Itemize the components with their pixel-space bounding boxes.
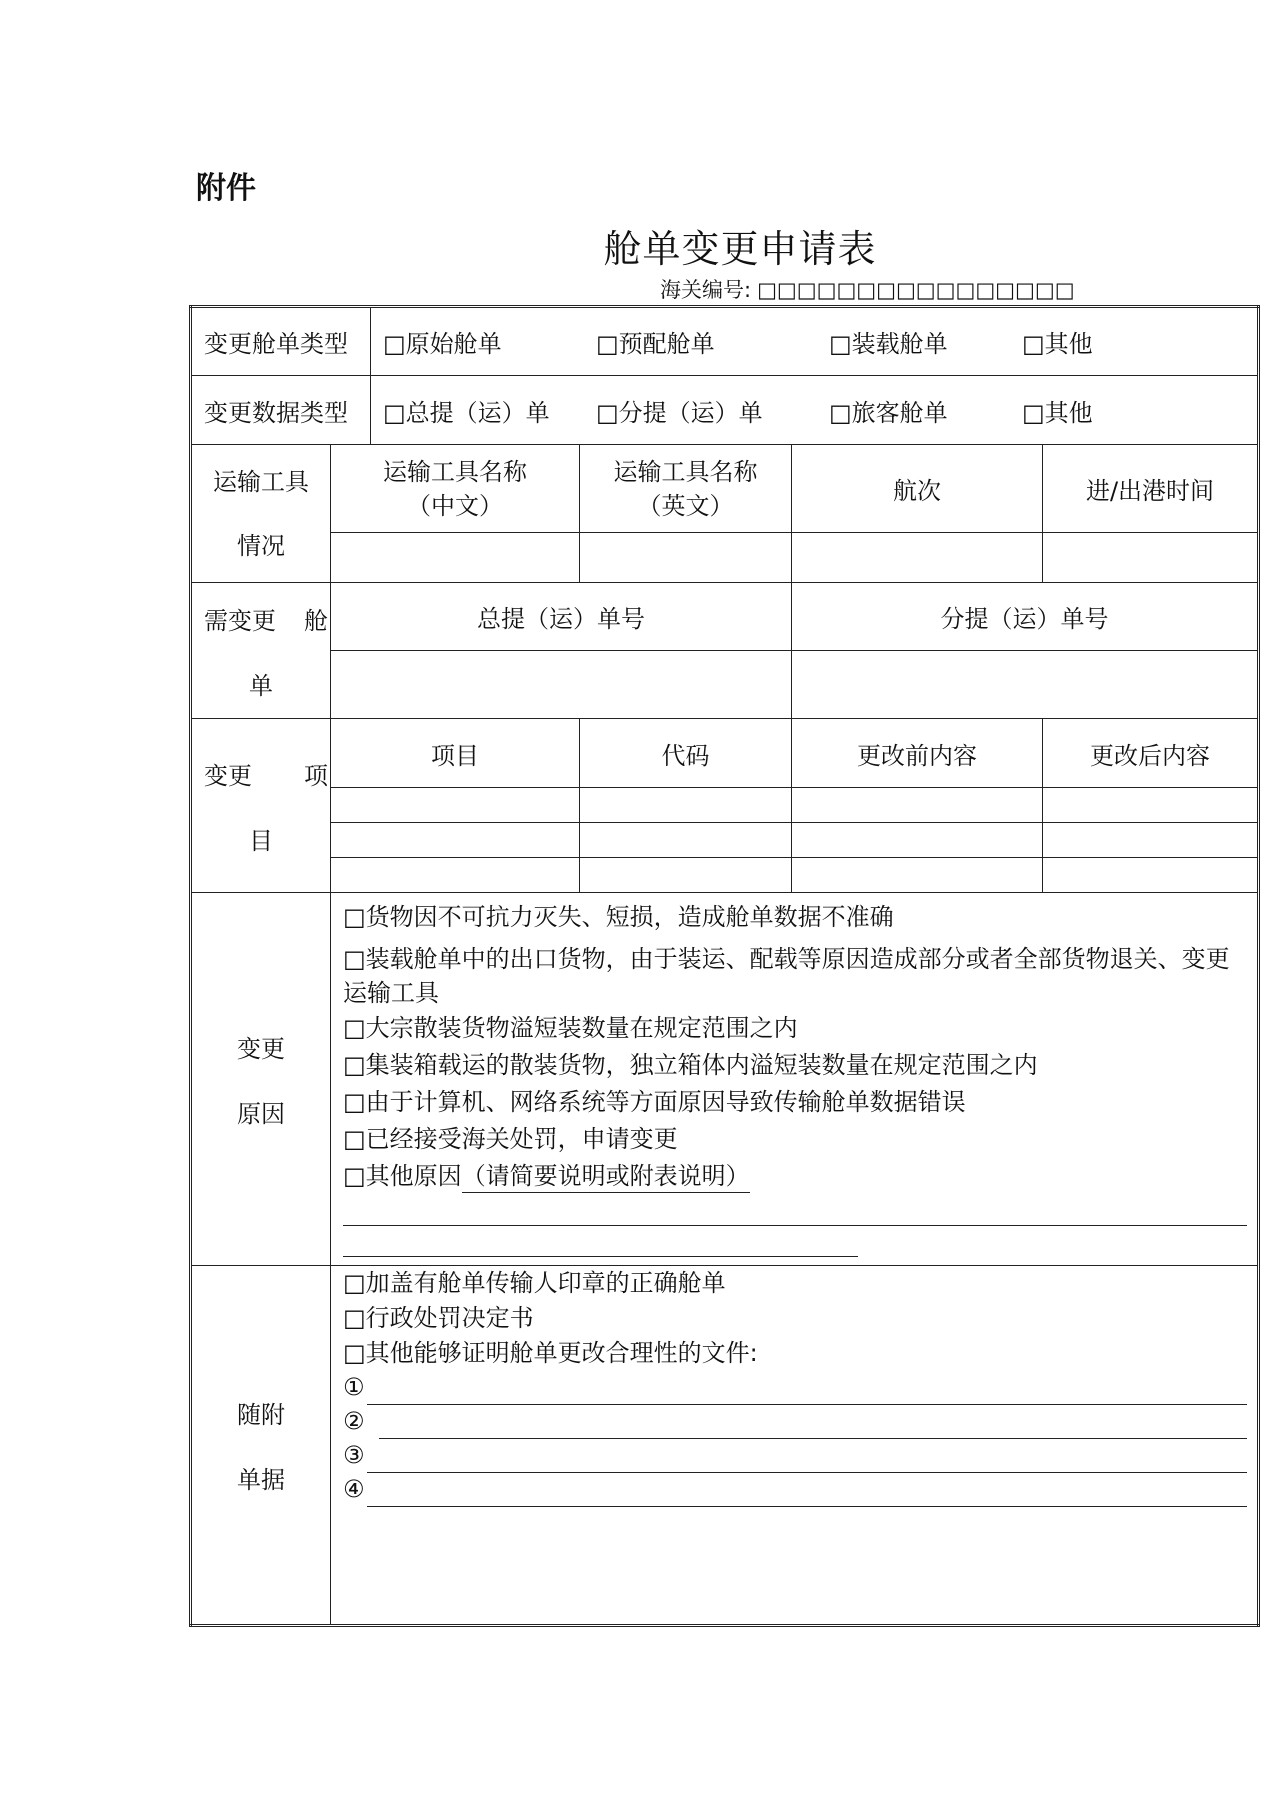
reason-other-prefix: □其他原因	[343, 1162, 462, 1190]
checkbox-other-manifest[interactable]: □其他	[1022, 330, 1093, 358]
col-voyage: 航次	[792, 445, 1043, 533]
input-house-bill-no[interactable]	[792, 651, 1259, 719]
col-transport-name-en	[580, 445, 792, 533]
input-code[interactable]	[580, 823, 792, 858]
input-transport-name-cn[interactable]	[331, 533, 580, 583]
row-transport-header	[191, 445, 1259, 533]
input-after[interactable]	[1043, 823, 1259, 858]
row-manifest-header	[191, 583, 1259, 651]
row-attached-docs	[191, 1266, 1259, 1626]
input-after[interactable]	[1043, 858, 1259, 893]
checkbox-reason-container-bulk[interactable]: □集装箱载运的散装货物，独立箱体内溢短装数量在规定范围之内	[343, 1051, 1038, 1079]
reason-other-note: （请简要说明或附表说明）	[462, 1162, 750, 1193]
checkbox-reason-penalty-accepted[interactable]: □已经接受海关处罚，申请变更	[343, 1125, 678, 1153]
checkbox-reason-system-error[interactable]: □由于计算机、网络系统等方面原因导致传输舱单数据错误	[343, 1088, 966, 1116]
input-transport-name-en[interactable]	[580, 533, 792, 583]
transport-label-line2: 情况	[237, 531, 285, 560]
col-master-bill-no: 总提（运）单号	[331, 583, 792, 651]
input-before[interactable]	[792, 788, 1043, 823]
checkbox-preallocated-manifest[interactable]: □预配舱单	[596, 330, 715, 358]
change-data-type-options	[371, 376, 1259, 445]
col-transport-name-en-line1: 运输工具名称	[613, 457, 758, 486]
checkbox-loading-manifest[interactable]: □装载舱单	[829, 330, 948, 358]
change-reason-label-line1: 变更	[237, 1035, 285, 1063]
change-items-label-part2: 项	[304, 761, 328, 790]
customs-number-boxes[interactable]: □□□□□□□□□□□□□□□□	[757, 278, 1075, 302]
attached-docs-label-line2: 单据	[237, 1466, 285, 1494]
input-after[interactable]	[1043, 788, 1259, 823]
doc-input-line-4[interactable]	[367, 1480, 1247, 1507]
row-transport-input	[191, 533, 1259, 583]
row-manifest-input	[191, 651, 1259, 719]
col-transport-name-cn	[331, 445, 580, 533]
row-change-reason	[191, 893, 1259, 1266]
transport-label	[191, 445, 331, 583]
manifest-label-line2: 单	[249, 671, 273, 700]
input-voyage[interactable]	[792, 533, 1043, 583]
col-house-bill-no: 分提（运）单号	[792, 583, 1259, 651]
col-item: 项目	[331, 719, 580, 788]
customs-number-label: 海关编号:	[660, 278, 752, 302]
change-reason-options	[331, 893, 1259, 1266]
checkbox-doc-stamped-manifest[interactable]: □加盖有舱单传输人印章的正确舱单	[343, 1269, 726, 1297]
doc-line-4	[343, 1473, 1247, 1507]
form-title: 舱单变更申请表	[603, 227, 877, 271]
row-change-data-type	[191, 376, 1259, 445]
change-items-label	[191, 719, 331, 893]
doc-number-2: ②	[343, 1407, 365, 1435]
doc-number-4: ④	[343, 1475, 365, 1503]
doc-input-line-3[interactable]	[367, 1446, 1247, 1473]
doc-line-3	[343, 1439, 1247, 1473]
change-data-type-label: 变更数据类型	[191, 376, 371, 445]
checkbox-master-bill[interactable]: □总提（运）单	[383, 398, 550, 427]
manifest-to-change-label	[191, 583, 331, 719]
manifest-label-part2: 舱	[304, 606, 328, 635]
input-item[interactable]	[331, 858, 580, 893]
change-reason-label	[191, 893, 331, 1266]
row-change-items-header	[191, 719, 1259, 788]
doc-line-1	[343, 1371, 1247, 1405]
input-port-time[interactable]	[1043, 533, 1259, 583]
col-before: 更改前内容	[792, 719, 1043, 788]
col-after: 更改后内容	[1043, 719, 1259, 788]
transport-label-line1: 运输工具	[213, 467, 309, 496]
attached-docs-label	[191, 1266, 331, 1626]
attachment-label: 附件	[196, 171, 256, 206]
change-items-label-part1: 变更	[204, 761, 252, 790]
checkbox-house-bill[interactable]: □分提（运）单	[596, 398, 763, 427]
change-item-row	[191, 788, 1259, 823]
doc-number-3: ③	[343, 1441, 365, 1469]
checkbox-passenger-manifest[interactable]: □旅客舱单	[829, 398, 948, 427]
checkbox-other-data[interactable]: □其他	[1022, 398, 1093, 427]
change-manifest-type-options	[371, 307, 1259, 376]
input-code[interactable]	[580, 788, 792, 823]
input-master-bill-no[interactable]	[331, 651, 792, 719]
input-before[interactable]	[792, 858, 1043, 893]
input-item[interactable]	[331, 823, 580, 858]
checkbox-reason-bulk-cargo[interactable]: □大宗散装货物溢短装数量在规定范围之内	[343, 1014, 798, 1042]
input-before[interactable]	[792, 823, 1043, 858]
checkbox-reason-force-majeure[interactable]: □货物因不可抗力灭失、短损，造成舱单数据不准确	[343, 903, 894, 931]
manifest-label-part1: 需变更	[204, 606, 276, 635]
change-item-row	[191, 858, 1259, 893]
change-reason-label-line2: 原因	[237, 1100, 285, 1128]
change-item-row	[191, 823, 1259, 858]
checkbox-doc-other-proof[interactable]: □其他能够证明舱单更改合理性的文件:	[343, 1339, 758, 1367]
attached-docs-options	[331, 1266, 1259, 1626]
col-transport-name-cn-line1: 运输工具名称	[383, 457, 527, 486]
reason-other-input-line-2[interactable]	[343, 1226, 858, 1257]
row-change-manifest-type	[191, 307, 1259, 376]
reason-other-input-line-1[interactable]	[343, 1195, 1247, 1226]
input-item[interactable]	[331, 788, 580, 823]
doc-input-line-2[interactable]	[379, 1412, 1247, 1439]
manifest-change-form	[189, 305, 1260, 1627]
change-items-label-line2: 目	[249, 826, 273, 855]
doc-number-1: ①	[343, 1373, 365, 1401]
col-port-time: 进/出港时间	[1043, 445, 1259, 533]
col-transport-name-cn-line2: （中文）	[407, 491, 503, 520]
doc-line-2	[343, 1405, 1247, 1439]
checkbox-reason-shut-out[interactable]: □装载舱单中的出口货物，由于装运、配载等原因造成部分或者全部货物退关、变更运输工具	[343, 945, 1230, 1007]
attached-docs-label-line1: 随附	[237, 1401, 285, 1429]
customs-number-line	[660, 274, 1075, 304]
col-code: 代码	[580, 719, 792, 788]
input-code[interactable]	[580, 858, 792, 893]
doc-input-line-1[interactable]	[367, 1378, 1247, 1405]
col-transport-name-en-line2: （英文）	[637, 491, 734, 520]
checkbox-doc-penalty-decision[interactable]: □行政处罚决定书	[343, 1304, 534, 1332]
checkbox-original-manifest[interactable]: □原始舱单	[383, 330, 502, 358]
checkbox-reason-other[interactable]	[343, 1158, 1247, 1195]
change-manifest-type-label: 变更舱单类型	[191, 307, 371, 376]
